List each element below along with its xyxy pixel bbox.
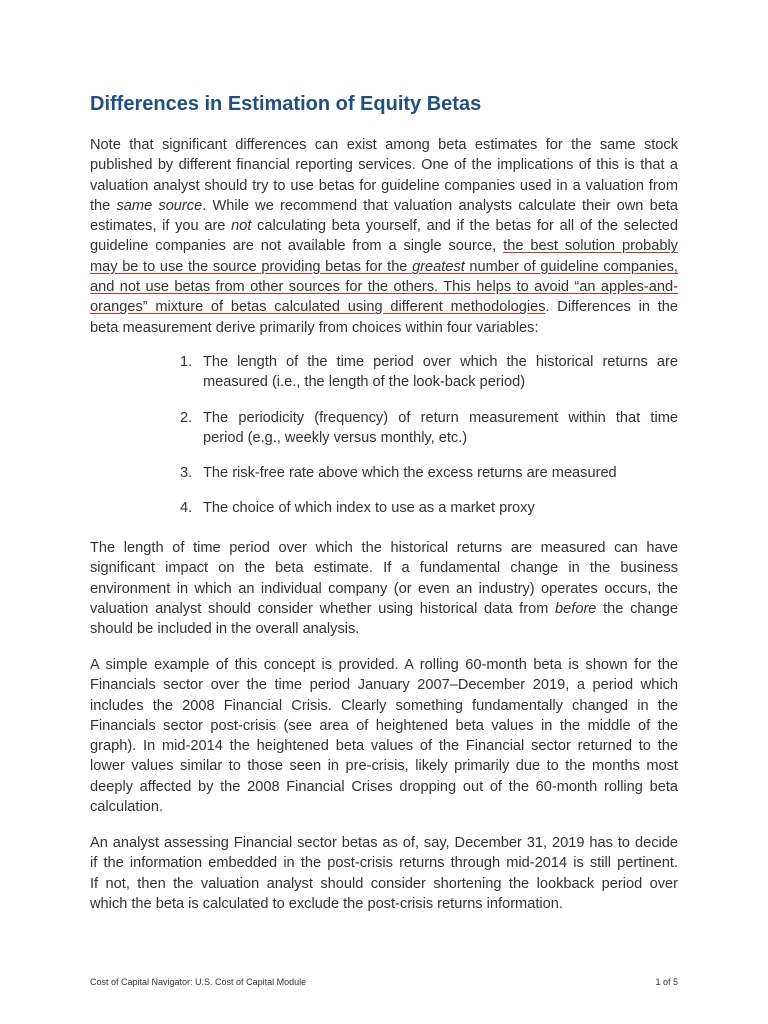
page-title: Differences in Estimation of Equity Betas [90,93,482,115]
list-item [180,352,678,393]
list-item [180,463,678,483]
paragraph-4 [90,833,678,914]
text-line: if the information embedded in the post-crisis returns through mid-2014 is still pertinent. [90,855,678,872]
text-line: significant impact on the beta estimate. If a fundamental change in the business [90,560,678,577]
text-line: lower values similar to those seen in pre-crisis, likely primarily due to the months most [90,758,678,775]
paragraph-1 [90,135,678,338]
emphasis: greatest [412,258,465,275]
text-line: estimates, if you are not calculating beta yourself, and if the betas for all of the selected [90,218,678,235]
emphasis: same source [116,197,203,214]
highlighted-text: oranges” mixture of betas calculated using different methodologies [90,299,546,316]
text-line: The length of the time period over which the historical returns are [203,354,678,370]
list-number: 1. [180,354,193,370]
page-number: 1 of 5 [655,977,678,987]
paragraph-2 [90,538,678,639]
text-line: The periodicity (frequency) of return measurement within that time [203,409,678,426]
emphasis: not [231,218,252,235]
emphasis: before [555,600,597,617]
variables-list [180,352,678,519]
text-line: guideline companies are not available from a single source, the best solution probably [90,238,678,255]
text-line [90,257,678,277]
text-line: A simple example of this concept is provided. A rolling 60-month beta is shown for the [90,657,678,673]
list-number: 3. [180,465,193,482]
text-line: The risk-free rate above which the excess returns are measured [203,465,617,482]
list-item [180,498,678,518]
highlighted-text: may be to use the source providing betas for the greatest number of guideline companies, [90,258,678,275]
text-line: If not, then the valuation analyst should consider shortening the lookback period over [90,875,678,892]
list-number: 4. [180,500,193,517]
text-line: which the beta is calculated to exclude the post-crisis returns information. [90,895,563,912]
paragraph-3 [90,655,678,817]
list-number: 2. [180,409,193,426]
text-line: includes the 2008 Financial Crisis. Clearly something fundamentally changed in the [90,697,678,714]
text-line [90,277,678,297]
text-line: calculation. [90,799,164,816]
footer-source: Cost of Capital Navigator: U.S. Cost of Capital Module [90,977,307,987]
text-line: The choice of which index to use as a market proxy [203,500,535,517]
text-line: graph). In mid-2014 the heightened beta values of the Financial sector returned to the [90,738,678,755]
text-line: valuation analyst should try to use betas for guideline companies used in a valuation from [90,177,678,194]
list-item [180,408,678,449]
text-line: measured (i.e., the length of the look-back period) [203,374,526,391]
text-line: Note that significant differences can exist among beta estimates for the same stock [90,137,678,153]
highlighted-text: the best solution probably [503,238,678,255]
text-line: Financials sector over the time period January 2007–December 2019, a period which [90,677,678,694]
text-line: period (e.g., weekly versus monthly, etc.) [203,429,468,446]
text-line: oranges” mixture of betas calculated using different methodologies. Differences in the [90,299,678,316]
text-line: environment in which an individual company (or even an industry) operates occurs, the [90,580,678,597]
text-line: should be included in the overall analysis. [90,621,360,638]
text-line: beta measurement derive primarily from choices within four variables: [90,319,539,336]
text-line: An analyst assessing Financial sector betas as of, say, December 31, 2019 has to decide [90,835,678,851]
text-line: Financials sector post-crisis (see area of heightened beta values in the middle of the [90,717,678,734]
text-line: published by different financial reporting services. One of the implications of this is that a [90,157,678,174]
highlighted-text: and not use betas from other sources for the others. This helps to avoid “an apples-and- [90,279,678,296]
text-line: the same source. While we recommend that valuation analysts calculate their own beta [90,197,678,214]
text-line: valuation analyst should consider whether using historical data from before the change [90,600,678,617]
text-line: deeply affected by the 2008 Financial Crises dropping out of the 60-month rolling beta [90,778,678,795]
text-line: The length of time period over which the historical returns are measured can have [90,540,678,556]
